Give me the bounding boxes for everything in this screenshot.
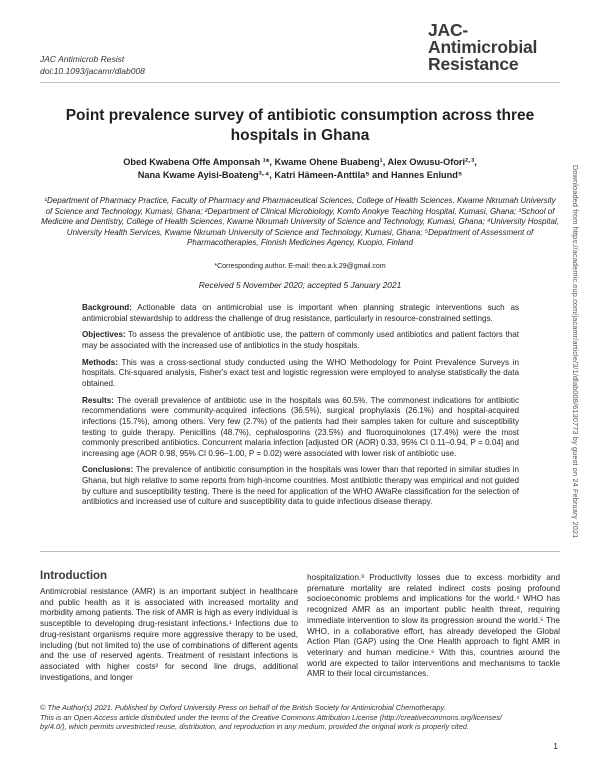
page-number: 1 [553, 741, 558, 751]
abstract-conclusions-text: The prevalence of antibiotic consumption in the hospitals was lower than that reported in similar studies in Ghana, but high relative to some reports from high-income countries. Most antibiotic therapy was empirical and not guided by culture and susceptibility testing. There is the need for application of the WHO AWaRe classification for the selection of antibiotics and increased use of culture and susceptibility data to guide infectious disease therapy. [82, 465, 520, 507]
license-line-1: This is an Open Access article distributed under the terms of the Creative Commons Attribution License (http://creativecommons.org/licenses/ [40, 712, 502, 722]
affiliations: ¹Department of Pharmacy Practice, Faculty of Pharmacy and Pharmaceutical Sciences, College of Health Sciences, Kwame Nkrumah University of Science and Technology, Kumasi, Ghana; ²Department of Clinical Microbiology, Komfo Anokye Teaching Hospital, Kumasi, Ghana; ³School of Medicine and Dentistry, College of Health Sciences, Kwame Nkrumah University of Science and Technology, Kumasi, Ghana; ⁴University Hospital, University Health Services, Kwame Nkrumah University of Science and Technology, Kumasi, Ghana; ⁵Department of Assessment of Pharmacotherapies, Finnish Medicines Agency, Kuopio, Finland [41, 196, 559, 248]
abstract-methods-text: This was a cross-sectional study conducted using the WHO Methodology for Point Prevalence Surveys in hospitals. Chi-squared analysis, Fisher's exact test and logistic regression were employed to analyse statistically the data obtained. [82, 357, 519, 388]
abstract-conclusions [82, 465, 519, 507]
abstract-divider [40, 551, 560, 552]
journal-doi: doi:10.1093/jacamr/dlab008 [40, 65, 145, 76]
abstract-background-label: Background: [82, 303, 132, 312]
header-divider [40, 82, 560, 83]
introduction-column-1: Antimicrobial resistance (AMR) is an important subject in healthcare and public health as it is associated with increased mortality and morbidity among patients. The risk of AMR is high as every individual is susceptible to developing drug-resistant infections.¹ Infections due to drug-resistant organisms require more aggressive therapy to be used, including (but not limited to) the use of combinations of different agents and the use of reserved agents. Treatment of resistant infections is associated with higher costs² for second line drugs, additional investigations, and longer [40, 587, 298, 682]
logo-line-2: Antimicrobial [428, 37, 538, 57]
authors-line-2: Nana Kwame Ayisi-Boateng³·⁴, Katri Hämeen-Anttila⁵ and Hannes Enlund⁵ [137, 170, 463, 180]
abstract-methods [82, 358, 519, 390]
logo-line-3: Resistance [428, 54, 519, 74]
copyright-line: © The Author(s) 2021. Published by Oxford University Press on behalf of the British Society for Antimicrobial Chemotherapy. [40, 703, 446, 712]
journal-header [40, 54, 145, 77]
abstract-results-label: Results: [82, 395, 114, 405]
introduction-heading: Introduction [40, 570, 108, 582]
abstract-objectives-label: Objectives: [82, 330, 126, 340]
abstract-background [82, 303, 519, 324]
abstract-objectives [82, 330, 519, 351]
journal-logo [428, 22, 558, 73]
license-line-2: by/4.0/), which permits unrestricted reuse, distribution, and reproduction in any medium, provided the original work is properly cited. [40, 722, 469, 732]
journal-name: JAC Antimicrob Resist [40, 54, 125, 64]
corresponding-author: *Corresponding author. E-mail: theo.a.k.29@gmail.com [214, 263, 386, 270]
received-accepted-dates: Received 5 November 2020; accepted 5 January 2021 [198, 280, 402, 290]
footer-notes [40, 703, 560, 732]
abstract-conclusions-label: Conclusions: [82, 465, 134, 475]
abstract-results [82, 396, 519, 460]
download-watermark: Downloaded from https://academic.oup.com/jacamr/article/3/1/dlab008/6130773 by guest on 24 February 2021 [571, 165, 580, 539]
logo-line-1: JAC- [428, 20, 469, 40]
abstract-methods-label: Methods: [82, 357, 118, 367]
abstract-background-text: Actionable data on antimicrobial use is important when planning strategic interventions such as antimicrobial stewardship to address the challenge of drug resistance, particularly in resource-constrained settings. [82, 303, 519, 323]
authors-line-1: Obed Kwabena Offe Amponsah ¹*, Kwame Ohene Buabeng¹, Alex Owusu-Ofori²·³, [123, 157, 477, 167]
abstract [82, 303, 519, 514]
article-title: Point prevalence survey of antibiotic consumption across three hospitals in Ghana [65, 107, 535, 144]
introduction-column-2: hospitalization.³ Productivity losses due to excess morbidity and premature mortality are related indirect costs posing profound socioeconomic problems and implications for the world.⁴ WHO has recognized AMR as an important public health threat, requiring immediate intervention to slow its progression around the world.⁵ The WHO, in a collaborative effort, has already developed the Global Action Plan (GAP) using the One Health approach to fight AMR in veterinary and human medicine.⁶ With this, countries around the world are expected to tailor interventions and mechanisms to tackle AMR to their local circumstances. [307, 573, 560, 679]
abstract-objectives-text: To assess the prevalence of antibiotic use, the pattern of commonly used antibiotics and patient factors that may be associated with the increased use of antibiotics in the study hospitals. [82, 330, 519, 350]
author-list [70, 156, 530, 182]
abstract-results-text: The overall prevalence of antibiotic use in the hospitals was 60.5%. The commonest indications for antibiotic recommendations were community-acquired infections (36.5%), surgical prophylaxis (26.1%) and hospital-acquired infections (15.7%), among others. Very few (2.7%) of the patients had their samples taken for culture and susceptibility testing to guide therapy. Penicillins (48.7%), cephalosporins (23.5%) and fluoroquinolones (17.4%) were the most commonly prescribed antibiotics. Concurrent malaria infection [adjusted OR (AOR) 0.33, 95% CI 0.11–0.94, P = 0.04] and increasing age (AOR 0.98, 95% CI 0.96–1.00, P = 0.02) were associated with lower risk of antibiotic use. [82, 395, 519, 458]
